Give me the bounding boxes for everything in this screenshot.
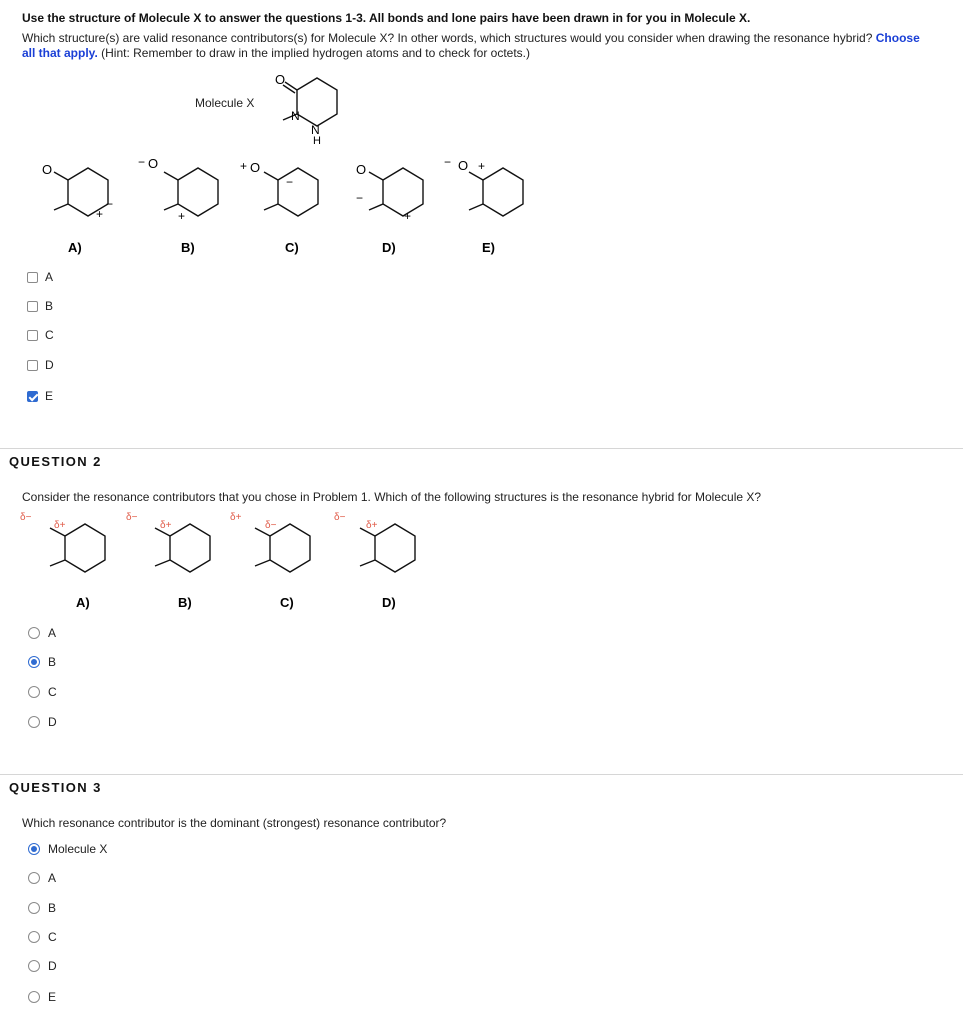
partial-negative-label: δ− bbox=[20, 512, 32, 523]
negative-charge: − bbox=[444, 155, 452, 169]
positive-charge: + bbox=[478, 159, 486, 173]
q3-option-d-radio[interactable] bbox=[28, 960, 40, 972]
q2-option-d-radio[interactable] bbox=[28, 716, 40, 728]
oxygen-atom: O bbox=[148, 156, 159, 171]
hybrid-b-ring bbox=[170, 524, 210, 572]
positive-charge: + bbox=[96, 207, 104, 221]
q2-option-c-label: C bbox=[48, 685, 57, 699]
q3-option-a-label: A bbox=[48, 871, 57, 885]
structure-e-label: E) bbox=[482, 240, 495, 255]
molecule-x-ring bbox=[297, 78, 337, 126]
structure-d-label: D) bbox=[382, 240, 396, 255]
hybrid-c-label: C) bbox=[280, 595, 294, 610]
q3-option-e-row[interactable] bbox=[28, 989, 56, 1005]
option-e-label: E bbox=[45, 389, 54, 403]
q3-option-molecule-x-row[interactable] bbox=[28, 841, 107, 857]
option-d-checkbox-row[interactable] bbox=[27, 357, 54, 373]
negative-charge: − bbox=[138, 155, 146, 169]
section-divider bbox=[0, 448, 963, 449]
option-b-label: B bbox=[45, 299, 54, 313]
choose-all-highlight: Choose all that apply. bbox=[22, 31, 920, 60]
question-3-prompt: Which resonance contributor is the dominant (strongest) resonance contributor? bbox=[22, 816, 447, 830]
option-b-checkbox-row[interactable] bbox=[27, 298, 53, 314]
hybrid-a-label: A) bbox=[76, 595, 90, 610]
q3-option-e-radio[interactable] bbox=[28, 991, 40, 1003]
partial-positive-label: δ+ bbox=[160, 520, 172, 531]
negative-charge: − bbox=[286, 175, 294, 189]
structure-a-label: A) bbox=[68, 240, 82, 255]
hybrid-a-ring bbox=[65, 524, 105, 572]
structure-c-ring bbox=[278, 168, 318, 216]
q3-option-b-row[interactable] bbox=[28, 900, 56, 916]
q2-option-b-radio[interactable] bbox=[28, 656, 40, 668]
q3-option-molecule-x-radio[interactable] bbox=[28, 843, 40, 855]
q3-option-b-label: B bbox=[48, 901, 57, 915]
prompt-text: Which structure(s) are valid resonance contributors(s) for Molecule X? In other words, which structures would you consider when drawing the resonance hybrid? bbox=[22, 31, 873, 45]
q3-option-c-row[interactable] bbox=[28, 929, 57, 945]
q3-option-d-row[interactable] bbox=[28, 958, 57, 974]
option-a-checkbox-row[interactable] bbox=[27, 269, 53, 285]
positive-charge: + bbox=[404, 209, 412, 223]
oxygen-atom: O bbox=[250, 160, 261, 175]
q3-option-a-radio[interactable] bbox=[28, 872, 40, 884]
nitrogen-atom: N bbox=[311, 123, 320, 137]
oxygen-atom: O bbox=[356, 162, 367, 177]
q3-option-d-label: D bbox=[48, 959, 57, 973]
structure-b-label: B) bbox=[181, 240, 195, 255]
q2-option-d-label: D bbox=[48, 715, 57, 729]
hybrid-c-ring bbox=[270, 524, 310, 572]
option-a-checkbox[interactable] bbox=[27, 272, 38, 283]
negative-charge: − bbox=[106, 197, 114, 211]
oxygen-atom: O bbox=[275, 72, 286, 87]
prompt-hint: (Hint: Remember to draw in the implied hydrogen atoms and to check for octets.) bbox=[101, 46, 530, 60]
hydrogen-atom: H bbox=[313, 135, 321, 147]
q2-option-a-radio[interactable] bbox=[28, 627, 40, 639]
q2-option-b-label: B bbox=[48, 655, 57, 669]
section-divider bbox=[0, 774, 963, 775]
q3-option-c-radio[interactable] bbox=[28, 931, 40, 943]
option-e-checkbox-row[interactable] bbox=[27, 388, 53, 404]
option-d-label: D bbox=[45, 358, 54, 372]
option-a-label: A bbox=[45, 270, 54, 284]
partial-negative-label: δ− bbox=[126, 512, 138, 523]
partial-positive-label: δ+ bbox=[54, 520, 66, 531]
q2-option-b-row[interactable] bbox=[28, 654, 56, 670]
partial-negative-label: δ− bbox=[334, 512, 346, 523]
q3-option-molecule-x-label: Molecule X bbox=[48, 842, 108, 856]
partial-positive-label: δ+ bbox=[366, 520, 378, 531]
partial-positive-label: δ+ bbox=[230, 512, 242, 523]
negative-charge: − bbox=[356, 191, 364, 205]
q2-option-c-radio[interactable] bbox=[28, 686, 40, 698]
hybrid-d-ring bbox=[375, 524, 415, 572]
positive-charge: + bbox=[240, 159, 248, 173]
q2-option-a-row[interactable] bbox=[28, 625, 56, 641]
q1-structures-row bbox=[28, 150, 938, 260]
molecule-x-structure bbox=[255, 68, 355, 148]
q2-option-c-row[interactable] bbox=[28, 684, 57, 700]
q2-option-a-label: A bbox=[48, 626, 57, 640]
option-c-label: C bbox=[45, 328, 54, 342]
q2-option-d-row[interactable] bbox=[28, 714, 57, 730]
q3-option-b-radio[interactable] bbox=[28, 902, 40, 914]
question-2-prompt: Consider the resonance contributors that you chose in Problem 1. Which of the following structures is the resonance hybrid for Molecule X? bbox=[22, 490, 762, 504]
oxygen-atom: O bbox=[42, 162, 53, 177]
oxygen-atom: O bbox=[458, 158, 469, 173]
question-1-prompt bbox=[22, 31, 922, 61]
q3-option-a-row[interactable] bbox=[28, 870, 56, 886]
positive-charge: + bbox=[178, 209, 186, 223]
option-d-checkbox[interactable] bbox=[27, 360, 38, 371]
option-c-checkbox-row[interactable] bbox=[27, 327, 54, 343]
nitrogen-atom: N bbox=[291, 109, 300, 123]
q3-option-e-label: E bbox=[48, 990, 57, 1004]
molecule-x-title: Molecule X bbox=[195, 96, 255, 110]
q2-structures-row bbox=[20, 510, 440, 612]
hybrid-b-label: B) bbox=[178, 595, 192, 610]
structure-d-ring bbox=[383, 168, 423, 216]
option-e-checkbox[interactable] bbox=[27, 391, 38, 402]
structure-e-ring bbox=[483, 168, 523, 216]
carbonyl-bond bbox=[285, 82, 297, 90]
q3-option-c-label: C bbox=[48, 930, 57, 944]
question-1-title: Use the structure of Molecule X to answer the questions 1-3. All bonds and lone pairs have been drawn in for you in Molecule X. bbox=[22, 11, 751, 25]
question-2-title: QUESTION 2 bbox=[9, 454, 102, 469]
structure-c-label: C) bbox=[285, 240, 299, 255]
option-c-checkbox[interactable] bbox=[27, 330, 38, 341]
hybrid-d-label: D) bbox=[382, 595, 396, 610]
partial-negative-label: δ− bbox=[265, 520, 277, 531]
question-3-title: QUESTION 3 bbox=[9, 780, 102, 795]
option-b-checkbox[interactable] bbox=[27, 301, 38, 312]
